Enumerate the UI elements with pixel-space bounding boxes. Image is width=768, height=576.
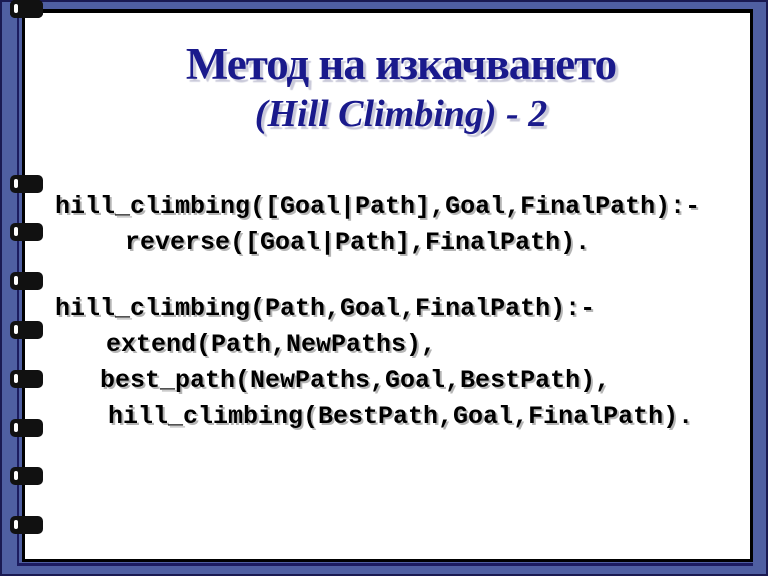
code-line-3: hill_climbing(Path,Goal,FinalPath):- [55, 294, 596, 323]
binder-ring [10, 370, 43, 388]
binder-ring [10, 467, 43, 485]
slide-title-line1: Метод на изкачването [185, 39, 617, 89]
slide-sheet [22, 9, 753, 562]
binder-ring [10, 419, 43, 437]
code-line-4: extend(Path,NewPaths), [106, 330, 437, 359]
binder-ring [10, 175, 43, 193]
binder-ring [10, 272, 43, 290]
code-line-5: best_path(NewPaths,Goal,BestPath), [100, 366, 611, 395]
slide-title [43, 37, 759, 137]
binder-ring [10, 223, 43, 241]
slide-title-line2: (Hill Climbing) - 2 [254, 93, 548, 135]
code-line-6: hill_climbing(BestPath,Goal,FinalPath). [108, 402, 694, 431]
binder-ring [10, 321, 43, 339]
code-line-2: reverse([Goal|Path],FinalPath). [125, 228, 591, 257]
code-line-1: hill_climbing([Goal|Path],Goal,FinalPath):- [55, 192, 701, 221]
binder-ring [10, 0, 43, 18]
binder-ring [10, 516, 43, 534]
slide-shadow-bottom-line [17, 563, 753, 566]
